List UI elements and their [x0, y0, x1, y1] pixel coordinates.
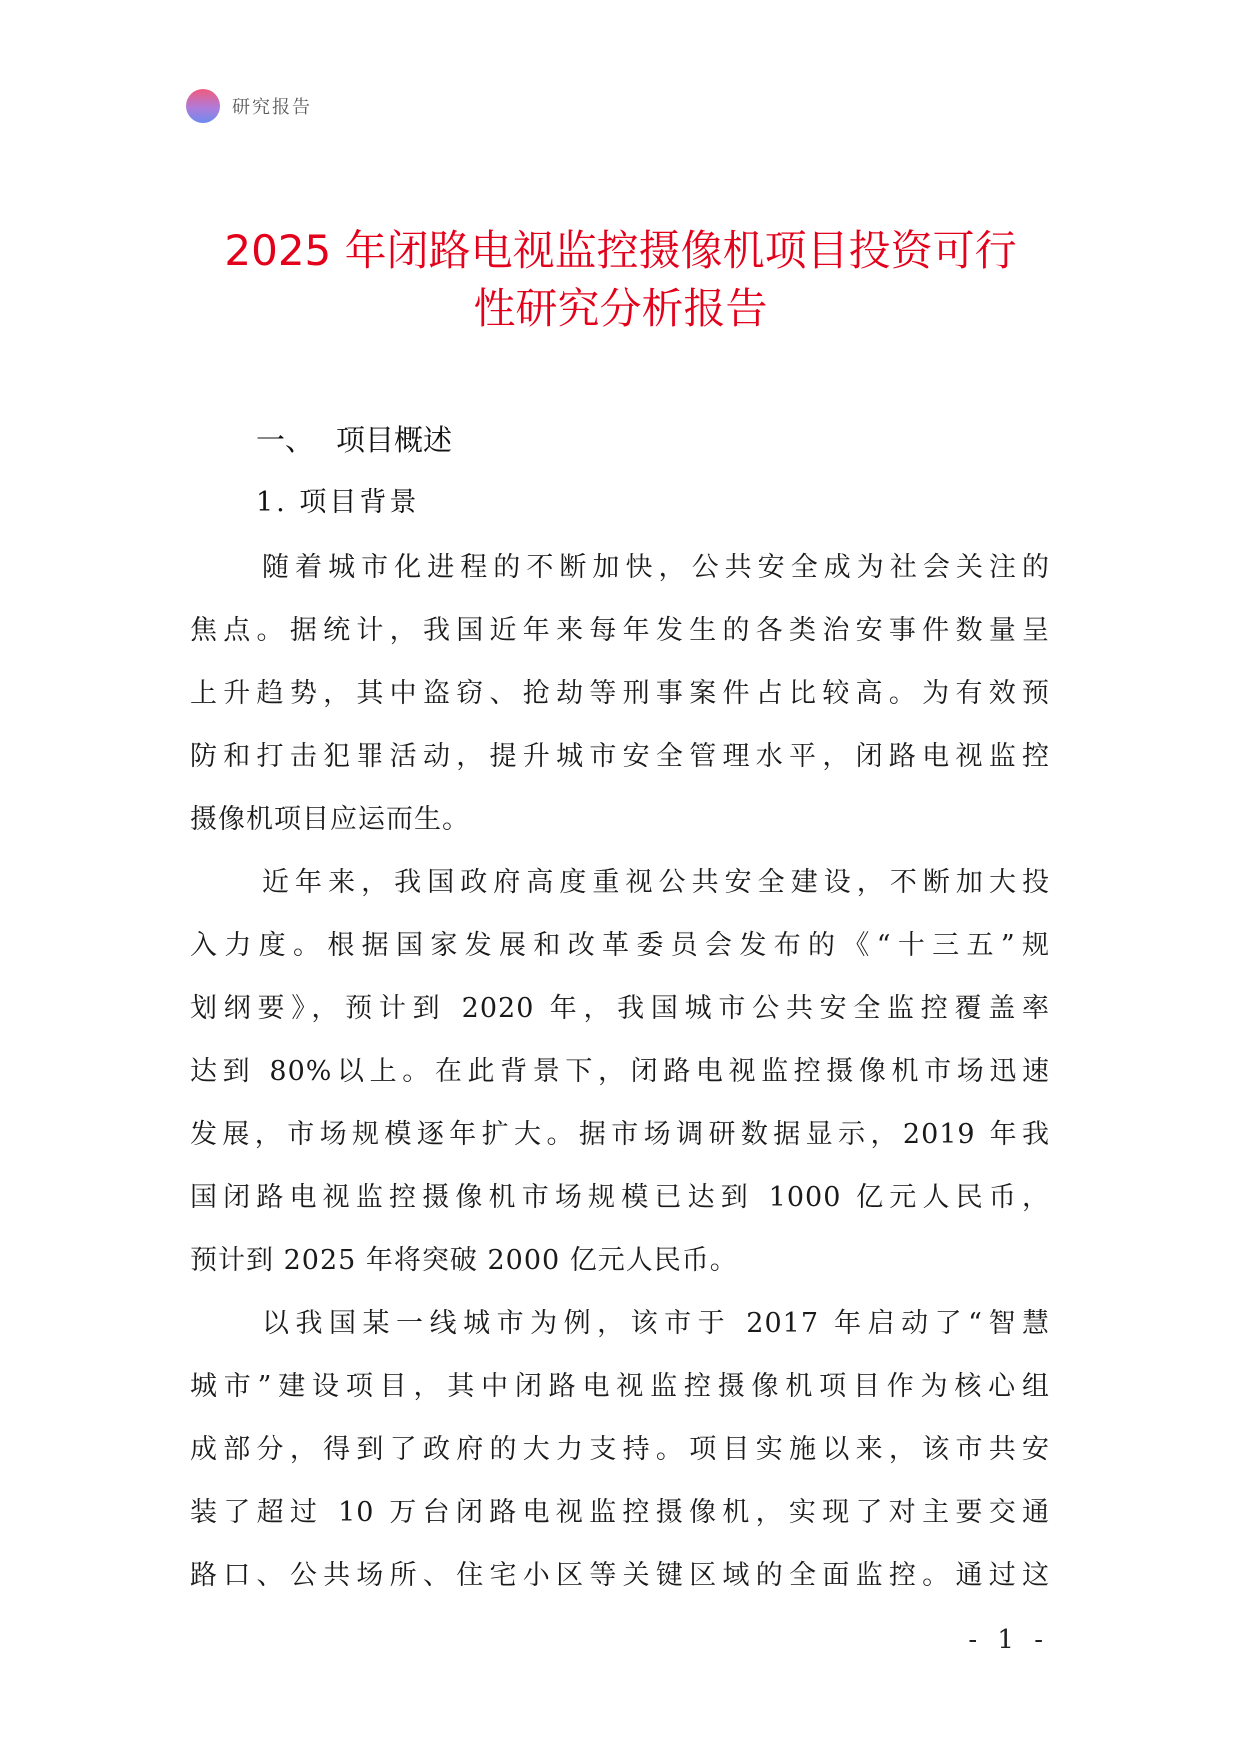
section-title: 项目概述 — [336, 423, 453, 457]
paragraph — [190, 536, 1050, 851]
section-heading — [256, 418, 452, 459]
text-line: 以我国某一线城市为例，该市于 2017 年启动了“智慧 — [262, 1308, 1050, 1339]
text-line: 达到 80%以上。在此背景下，闭路电视监控摄像机市场迅速 — [190, 1056, 1050, 1087]
subsection-heading: 1. 项目背景 — [256, 487, 420, 518]
text-line: 城市”建设项目，其中闭路电视监控摄像机项目作为核心组 — [190, 1371, 1050, 1402]
paragraph — [190, 1292, 1050, 1607]
text-line: 近年来，我国政府高度重视公共安全建设，不断加大投 — [262, 867, 1050, 898]
report-header — [186, 88, 312, 124]
title-line-2: 性研究分析报告 — [473, 284, 768, 333]
text-line: 预计到 2025 年将突破 2000 亿元人民币。 — [190, 1245, 738, 1276]
text-line: 路口、公共场所、住宅小区等关键区域的全面监控。通过这 — [190, 1560, 1050, 1591]
text-line: 发展，市场规模逐年扩大。据市场调研数据显示，2019 年我 — [190, 1119, 1050, 1150]
text-line: 入力度。根据国家发展和改革委员会发布的《“十三五”规 — [190, 930, 1050, 961]
title-line-1: 2025 年闭路电视监控摄像机项目投资可行 — [224, 226, 1017, 275]
section-number: 一、 — [256, 423, 315, 457]
text-line: 防和打击犯罪活动，提升城市安全管理水平，闭路电视监控 — [190, 741, 1050, 772]
body-text — [190, 536, 1050, 1607]
text-line: 焦点。据统计，我国近年来每年发生的各类治安事件数量呈 — [190, 615, 1050, 646]
text-line: 摄像机项目应运而生。 — [190, 804, 470, 835]
header-label: 研究报告 — [232, 97, 312, 118]
text-line: 国闭路电视监控摄像机市场规模已达到 1000 亿元人民币， — [190, 1182, 1050, 1213]
text-line: 成部分，得到了政府的大力支持。项目实施以来，该市共安 — [190, 1434, 1050, 1465]
text-line: 划纲要》，预计到 2020 年，我国城市公共安全监控覆盖率 — [190, 993, 1050, 1024]
document-title — [150, 222, 1091, 338]
page-number: - 1 - — [968, 1625, 1049, 1655]
text-line: 随着城市化进程的不断加快，公共安全成为社会关注的 — [262, 552, 1050, 583]
logo-icon — [186, 89, 220, 123]
text-line: 装了超过 10 万台闭路电视监控摄像机，实现了对主要交通 — [190, 1497, 1050, 1528]
paragraph — [190, 851, 1050, 1292]
text-line: 上升趋势，其中盗窃、抢劫等刑事案件占比较高。为有效预 — [190, 678, 1050, 709]
